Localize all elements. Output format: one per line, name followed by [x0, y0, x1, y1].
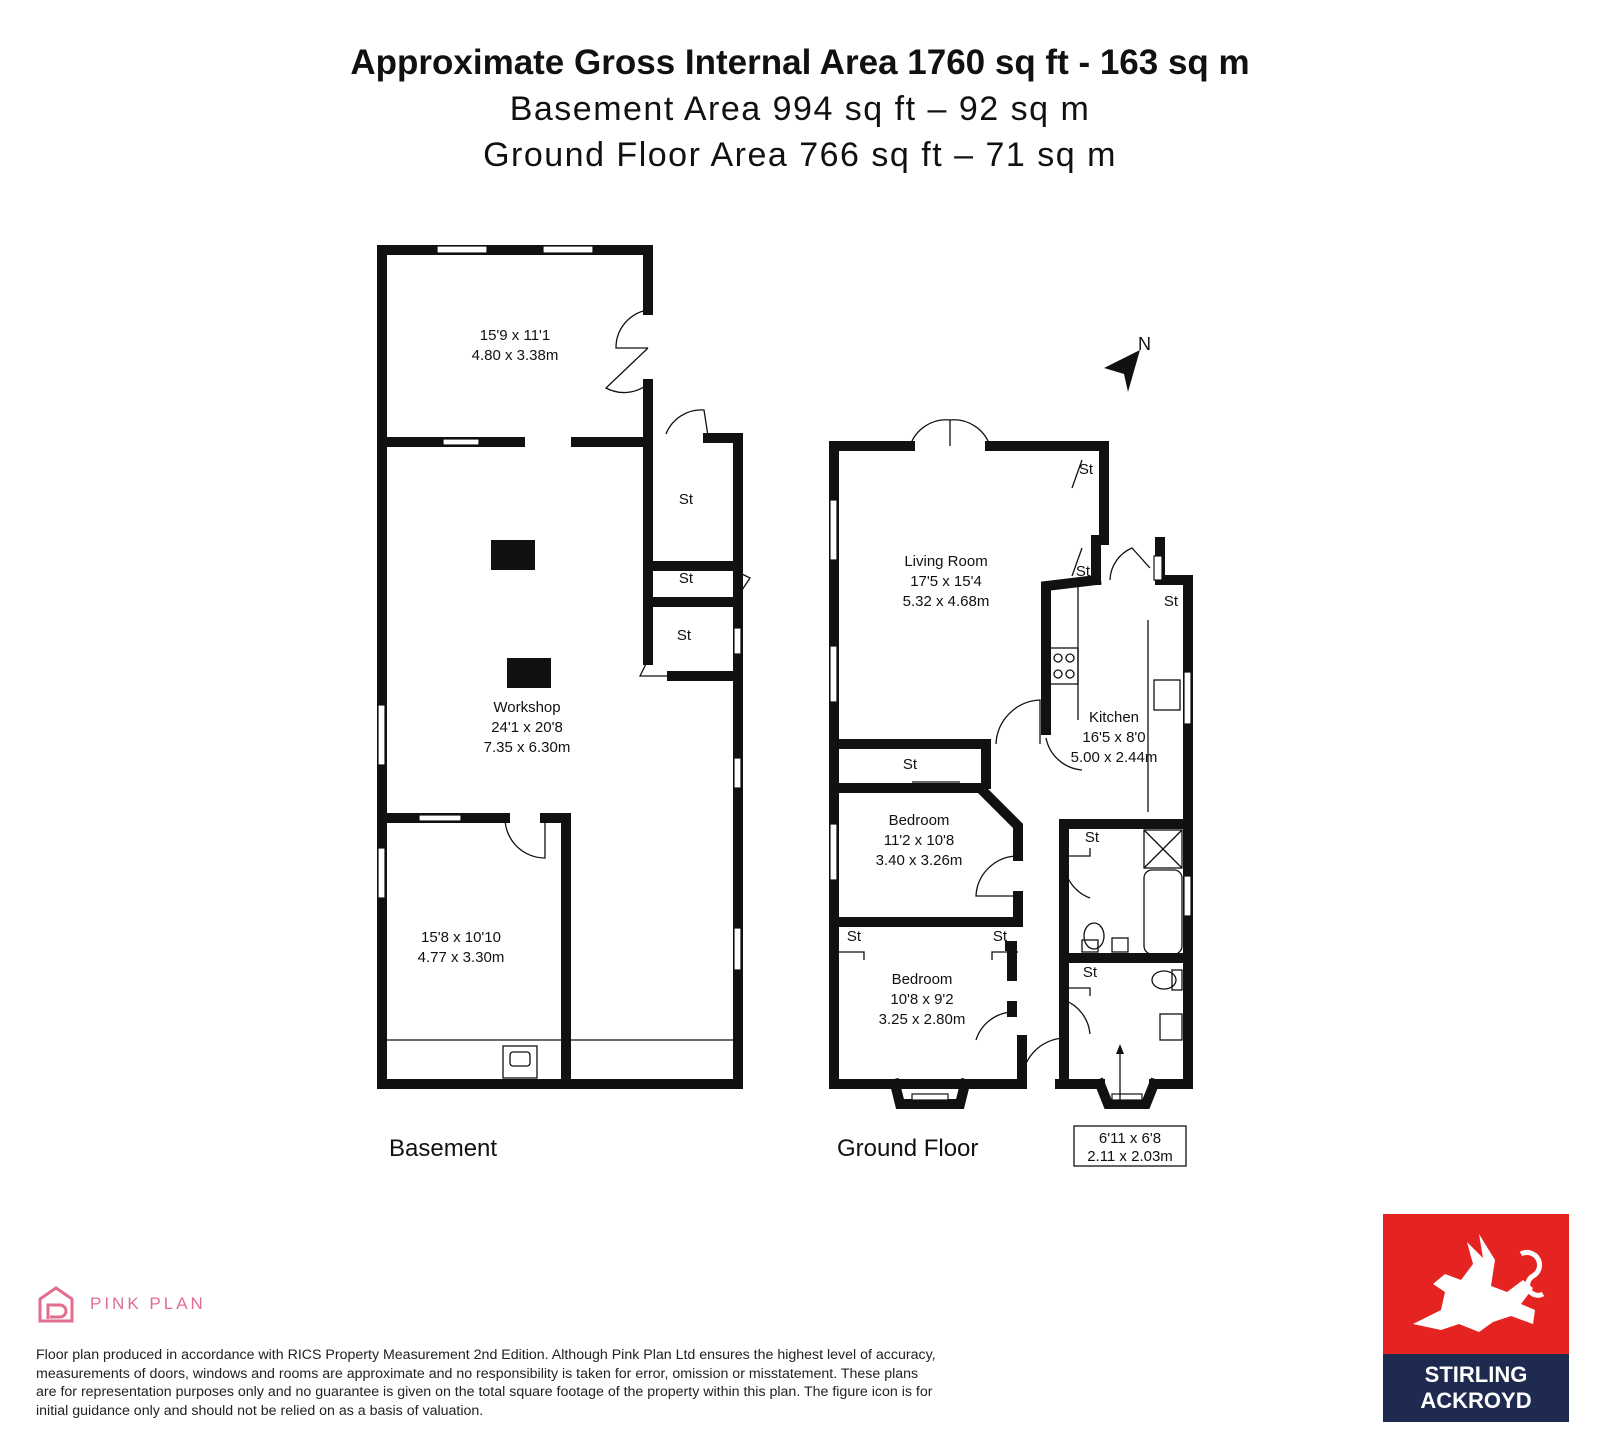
north-compass-icon	[1104, 334, 1151, 392]
pink-plan-house-icon	[36, 1285, 76, 1323]
kitchen-imperial: 16'5 x 8'0	[1082, 729, 1146, 746]
french-door	[616, 310, 648, 348]
ground-floor-label: Ground Floor	[837, 1135, 979, 1162]
storage-label: St	[846, 928, 862, 945]
bedroom-2-metric: 3.25 x 2.80m	[878, 1011, 966, 1028]
kitchen-metric: 5.00 x 2.44m	[1070, 749, 1158, 766]
door	[505, 818, 545, 858]
storage-label: St	[992, 928, 1008, 945]
bedroom-2-name: Bedroom	[891, 971, 953, 988]
window	[378, 705, 385, 765]
bedroom-1-metric: 3.40 x 3.26m	[875, 852, 963, 869]
gross-area-title: Approximate Gross Internal Area 1760 sq ft - 163 sq m	[350, 43, 1250, 82]
storage-label: St	[902, 756, 918, 773]
window	[1184, 876, 1191, 916]
bedroom-1-name: Bedroom	[888, 812, 950, 829]
storage-label: St	[678, 570, 694, 587]
griffin-icon	[1383, 1214, 1569, 1354]
hob	[1050, 648, 1078, 684]
storage-label: St	[1163, 593, 1179, 610]
bottom-room-metric: 4.77 x 3.30m	[417, 949, 505, 966]
bottom-room-imperial: 15'8 x 10'10	[421, 929, 501, 946]
kitchen-sink	[1154, 680, 1180, 710]
door	[1110, 548, 1150, 580]
door	[996, 700, 1040, 744]
porch-metric: 2.11 x 2.03m	[1087, 1148, 1173, 1165]
agent-wordmark-line2: ACKROYD	[1420, 1388, 1532, 1413]
agent-wordmark-line1: STIRLING	[1424, 1362, 1528, 1387]
storage-label: St	[676, 627, 692, 644]
basement-plan	[378, 246, 750, 1162]
top-room-imperial: 15'9 x 11'1	[479, 327, 551, 344]
top-room-metric: 4.80 x 3.38m	[471, 347, 559, 364]
pink-plan-logo	[36, 1285, 206, 1323]
kitchen-name: Kitchen	[1088, 709, 1140, 726]
living-room-imperial: 17'5 x 15'4	[910, 573, 982, 590]
storage-label: St	[1084, 829, 1100, 846]
window	[437, 246, 487, 253]
door	[976, 856, 1018, 896]
window	[378, 848, 385, 898]
window	[1184, 672, 1191, 724]
window	[443, 439, 479, 445]
window	[1112, 1094, 1142, 1100]
chimney-breast	[491, 540, 535, 570]
bath-icon	[1144, 870, 1182, 954]
window	[419, 815, 461, 821]
ground-outer-wall	[834, 446, 1022, 1084]
window	[830, 824, 837, 880]
stirling-ackroyd-logo	[1383, 1214, 1569, 1422]
workshop-metric: 7.35 x 6.30m	[483, 739, 571, 756]
window	[1154, 556, 1162, 580]
compass-north-label: N	[1138, 334, 1151, 354]
ground-floor-plan	[830, 420, 1191, 1166]
door	[1022, 1038, 1064, 1084]
basement-floor-label: Basement	[389, 1135, 498, 1162]
toilet-icon	[1084, 923, 1104, 949]
basement-area-line: Basement Area 994 sq ft – 92 sq m	[509, 90, 1091, 128]
window	[734, 758, 741, 788]
bedroom-1-imperial: 11'2 x 10'8	[883, 832, 955, 849]
sink	[503, 1046, 537, 1078]
bedroom-2-imperial: 10'8 x 9'2	[890, 991, 954, 1008]
workshop-imperial: 24'1 x 20'8	[491, 719, 563, 736]
storage-label: St	[1075, 563, 1091, 580]
disclaimer-text: Floor plan produced in accordance with RICS Property Measurement 2nd Edition. Although Pink Plan Ltd ensures the highest level of accuracy, measurements of doors, windows and rooms are approximate and no responsibility is taken for error, omission or misstatement. These plans are for representation purposes only and no guarantee is given on the total square footage of the property within this plan. The figure icon is for initial guidance only and should not be relied on as a basis of valuation.	[36, 1347, 936, 1419]
basin-icon	[1112, 938, 1128, 952]
porch-imperial: 6'11 x 6'8	[1098, 1130, 1162, 1147]
french-door	[910, 420, 950, 446]
window	[830, 646, 837, 702]
storage-label: St	[678, 491, 694, 508]
storage-label: St	[1078, 461, 1094, 478]
window	[830, 500, 837, 560]
window	[912, 1094, 948, 1100]
chimney-breast	[507, 658, 551, 688]
workshop-name: Workshop	[493, 699, 561, 716]
window	[543, 246, 593, 253]
living-room-name: Living Room	[904, 553, 988, 570]
window	[734, 628, 741, 654]
ground-area-line: Ground Floor Area 766 sq ft – 71 sq m	[483, 136, 1117, 174]
basin-icon	[1160, 1014, 1182, 1040]
pink-plan-wordmark: PINK PLAN	[90, 1294, 206, 1313]
storage-label: St	[1082, 964, 1098, 981]
window	[734, 928, 741, 970]
living-room-metric: 5.32 x 4.68m	[902, 593, 990, 610]
door	[976, 1012, 1012, 1040]
door	[666, 410, 708, 436]
